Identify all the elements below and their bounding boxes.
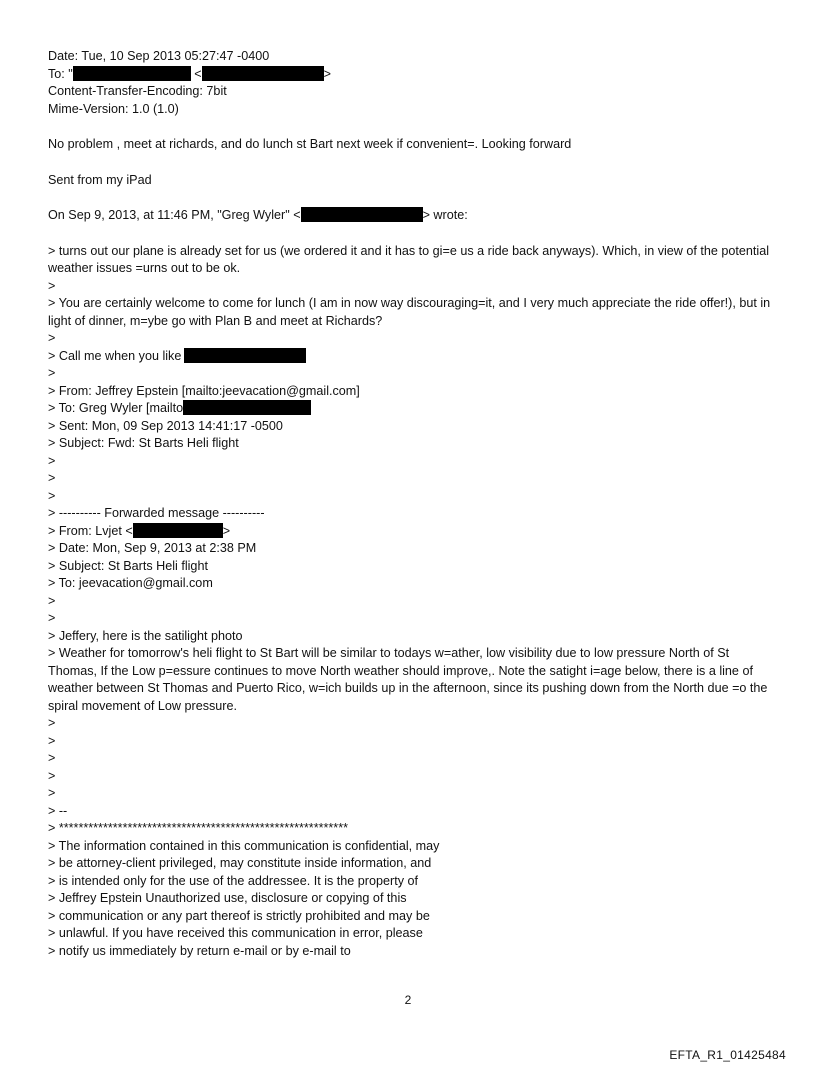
redaction-box (133, 523, 223, 538)
original-date: > Date: Mon, Sep 9, 2013 at 2:38 PM (48, 541, 257, 555)
quoted-call-line: > Call me when you like (48, 348, 778, 366)
quoted-paragraph: > You are certainly welcome to come for lunch (I am in now way discouraging=it, and I very much appreciate the ride offer!), but in light of dinner, m=ybe go with Plan B and meet at Richards? (48, 296, 771, 328)
quote-marker: > (48, 593, 56, 608)
quote-marker: > (48, 786, 56, 800)
quote-marker: > (48, 768, 56, 783)
header-date: Date: Tue, 10 Sep 2013 05:27:47 -0400 (48, 49, 270, 63)
reply-signature: Sent from my iPad (48, 172, 152, 187)
disclaimer-line: > unlawful. If you have received this communication in error, please (48, 926, 423, 940)
page-number: 2 (404, 993, 412, 1007)
quote-marker: > (48, 733, 56, 748)
disclaimer-line: > be attorney-client privileged, may constitute inside information, and (48, 856, 432, 870)
forward-sent: > Sent: Mon, 09 Sep 2013 14:41:17 -0500 (48, 418, 283, 433)
quote-marker: > (48, 366, 56, 380)
original-subject: > Subject: St Barts Heli flight (48, 558, 208, 573)
redaction-box (73, 66, 191, 81)
star-separator: > *********************************************************** (48, 821, 349, 835)
forward-from: > From: Jeffrey Epstein [mailto:jeevacation@gmail.com] (48, 383, 360, 398)
redaction-box (184, 348, 306, 363)
reply-body: No problem , meet at richards, and do lunch st Bart next week if convenient=. Looking forward (48, 137, 572, 151)
forward-to: > To: Greg Wyler [mailto (48, 400, 778, 418)
quote-marker: > (48, 488, 56, 503)
forward-subject: > Subject: Fwd: St Barts Heli flight (48, 436, 239, 450)
quote-marker: > (48, 611, 56, 625)
header-encoding: Content-Transfer-Encoding: 7bit (48, 84, 227, 98)
quote-marker: > (48, 453, 56, 468)
quote-marker: > (48, 331, 56, 345)
disclaimer-line: > Jeffrey Epstein Unauthorized use, disclosure or copying of this (48, 891, 407, 905)
quote-marker: > (48, 751, 56, 765)
redaction-box (183, 400, 311, 415)
header-mime: Mime-Version: 1.0 (1.0) (48, 101, 179, 116)
disclaimer-line: > The information contained in this communication is confidential, may (48, 838, 440, 853)
bates-number: EFTA_R1_01425484 (669, 1048, 786, 1062)
reply-attribution: On Sep 9, 2013, at 11:46 PM, "Greg Wyler" < > wrote: (48, 208, 468, 222)
quote-marker: > (48, 471, 56, 485)
forwarded-message-marker: > ---------- Forwarded message ---------- (48, 506, 265, 520)
disclaimer-line: > is intended only for the use of the addressee. It is the property of (48, 873, 418, 888)
weather-paragraph: > Weather for tomorrow's heli flight to St Bart will be similar to todays w=ather, low visibility due to low pressure North of St Thomas, If the Low p=essure continues to move North weather should improve,. Note the satight i=age below, there is a line of weather between St Thomas and Puerto Rico, w=ich builds up in the afternoon, since its pushing down from the North due =o the spiral movement of Low pressure. (48, 646, 768, 713)
quote-marker: > (48, 278, 56, 293)
original-from: > From: Lvjet < > (48, 523, 231, 538)
disclaimer-line: > notify us immediately by return e-mail or by e-mail to (48, 943, 351, 958)
quoted-paragraph: > turns out our plane is already set for us (we ordered it and it has to gi=e us a ride back anyways). Which, in view of the potential weather issues =urns out to be ok. (48, 243, 770, 275)
email-document (48, 48, 778, 960)
disclaimer-line: > communication or any part thereof is strictly prohibited and may be (48, 908, 430, 923)
redaction-box (301, 207, 423, 222)
redaction-box (202, 66, 324, 81)
original-to: > To: jeevacation@gmail.com (48, 576, 213, 590)
quote-marker: > (48, 716, 56, 730)
signature-dash: > -- (48, 803, 68, 818)
header-to: To: " < > (48, 66, 331, 81)
photo-line: > Jeffery, here is the satilight photo (48, 628, 243, 643)
